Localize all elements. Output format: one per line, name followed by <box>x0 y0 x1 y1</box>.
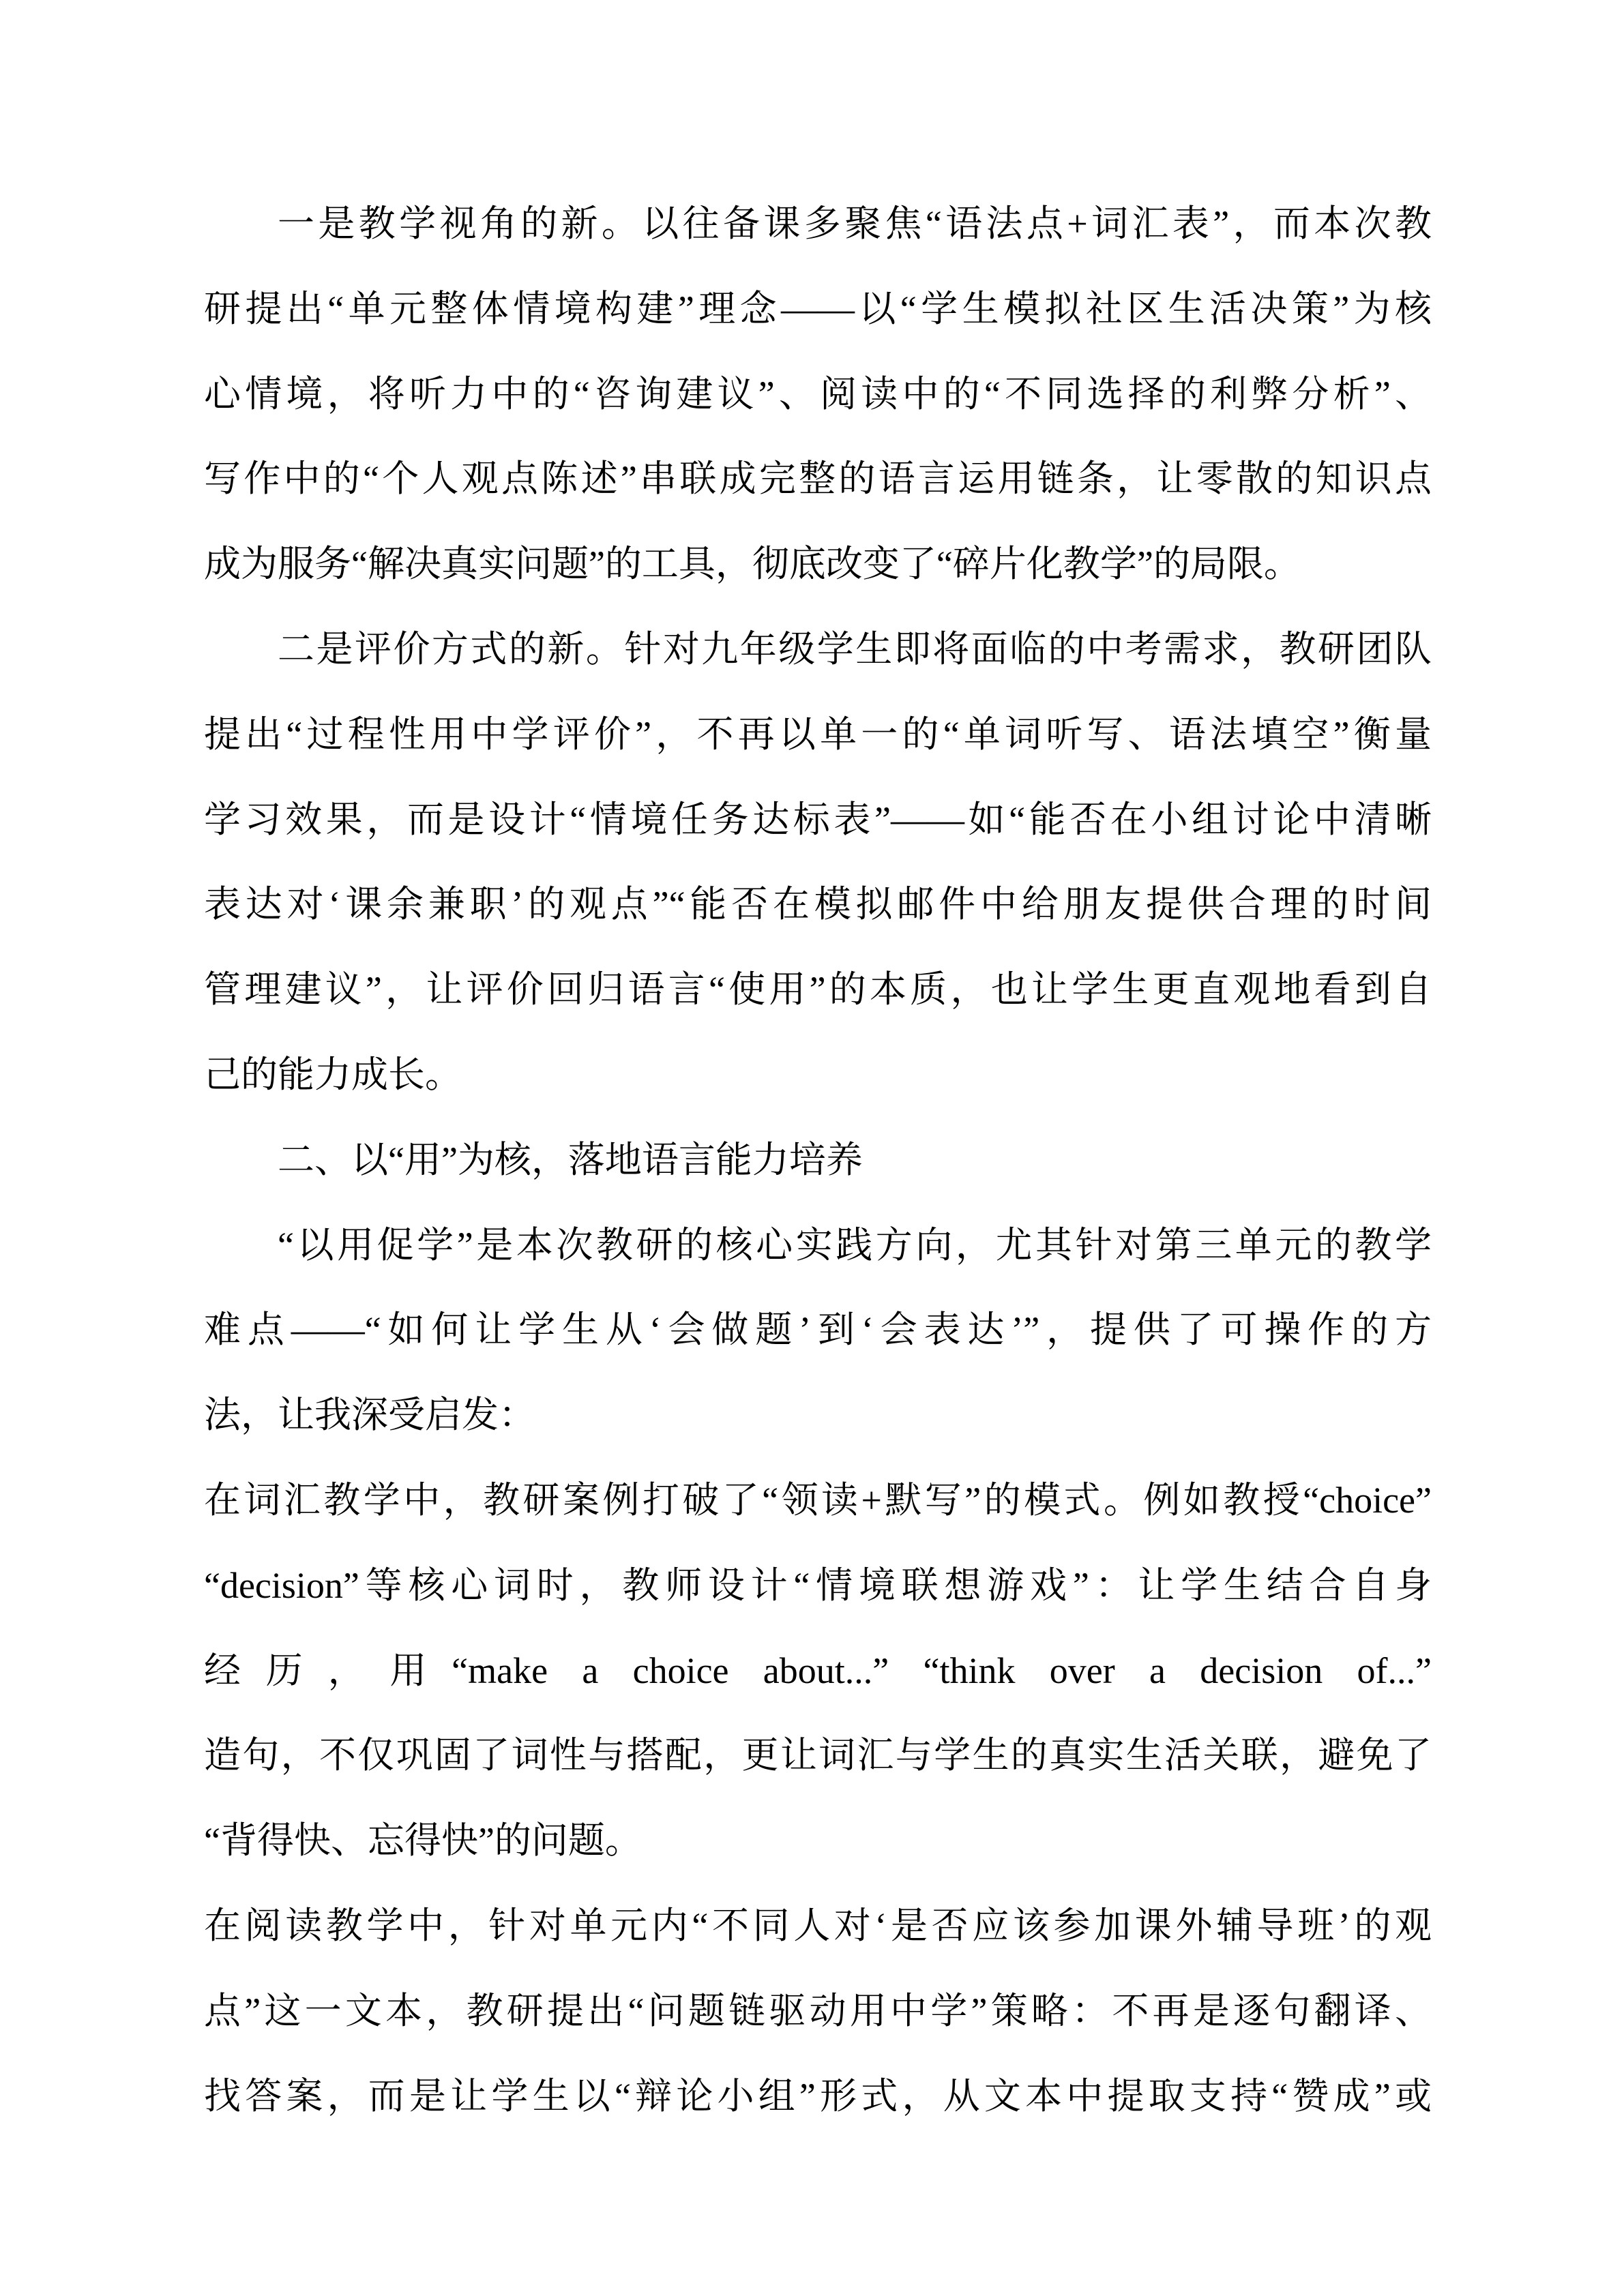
paragraph <box>204 181 1432 607</box>
text-line: 二是评价方式的新。针对九年级学生即将面临的中考需求，教研团队 <box>278 628 1432 670</box>
paragraph <box>204 1883 1432 2138</box>
text-line: 经历，用“make a choice about...” “think over a decision of...” <box>204 1650 1432 1691</box>
text-line: 在词汇教学中，教研案例打破了“领读+默写”的模式。例如教授“choice” <box>204 1479 1432 1521</box>
text-line: “背得快、忘得快”的问题。 <box>204 1820 642 1862</box>
text-line: 研提出“单元整体情境构建”理念——以“学生模拟社区生活决策”为核 <box>204 288 1432 329</box>
text-line: 成为服务“解决真实问题”的工具，彻底改变了“碎片化教学”的局限。 <box>204 543 1301 585</box>
text-line: 心情境，将听力中的“咨询建议”、阅读中的“不同选择的利弊分析”、 <box>204 373 1432 415</box>
paragraph <box>204 1203 1432 1458</box>
text-line: 找答案，而是让学生以“辩论小组”形式，从文本中提取支持“赞成”或 <box>204 2075 1432 2117</box>
text-line: “以用促学”是本次教研的核心实践方向，尤其针对第三单元的教学 <box>278 1224 1432 1266</box>
text-line: 表达对‘课余兼职’的观点”“能否在模拟邮件中给朋友提供合理的时间 <box>204 884 1432 925</box>
paragraph <box>204 1118 1432 1203</box>
text-line: 法，让我深受启发： <box>204 1395 535 1436</box>
text-line: 学习效果，而是设计“情境任务达标表”——如“能否在小组讨论中清晰 <box>204 799 1432 840</box>
text-line: 点”这一文本，教研提出“问题链驱动用中学”策略：不再是逐句翻译、 <box>204 1990 1432 2031</box>
text-line: 难点——“如何让学生从‘会做题’到‘会表达’”，提供了可操作的方 <box>204 1309 1432 1351</box>
text-line: 一是教学视角的新。以往备课多聚焦“语法点+词汇表”，而本次教 <box>278 203 1432 244</box>
text-line: 在阅读教学中，针对单元内“不同人对‘是否应该参加课外辅导班’的观 <box>204 1905 1432 1946</box>
text-line: “decision”等核心词时，教师设计“情境联想游戏”：让学生结合自身 <box>204 1564 1432 1606</box>
text-line: 写作中的“个人观点陈述”串联成完整的语言运用链条，让零散的知识点 <box>204 458 1432 500</box>
text-line: 管理建议”，让评价回归语言“使用”的本质，也让学生更直观地看到自 <box>204 969 1432 1011</box>
document-body <box>204 181 1432 2138</box>
text-line: 己的能力成长。 <box>204 1054 462 1095</box>
paragraph <box>204 607 1432 1118</box>
text-line: 造句，不仅巩固了词性与搭配，更让词汇与学生的真实生活关联，避免了 <box>204 1735 1432 1776</box>
text-line: 提出“过程性用中学评价”，不再以单一的“单词听写、语法填空”衡量 <box>204 713 1432 755</box>
text-line: 二、以“用”为核，落地语言能力培养 <box>278 1139 863 1180</box>
paragraph <box>204 1458 1432 1883</box>
